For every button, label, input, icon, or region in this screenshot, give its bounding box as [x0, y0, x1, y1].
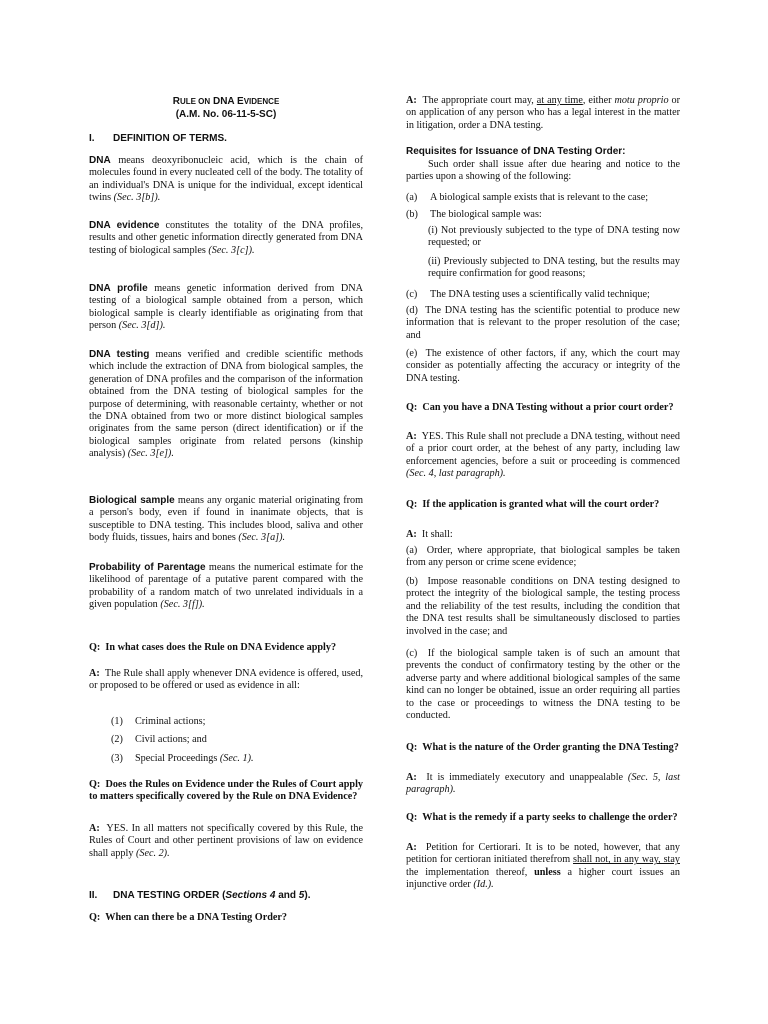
- question-nature-of-order: Q: What is the nature of the Order granting the DNA Testing?: [406, 742, 679, 753]
- section-2-heading: II. DNA TESTING ORDER (Sections 4 and 5).: [89, 890, 311, 901]
- question-testing-without-order: Q: Can you have a DNA Testing without a prior court order?: [406, 402, 674, 413]
- requisite-subitem: (ii) Previously subjected to DNA testing, but the results may require confirmation for good reasons;: [428, 256, 680, 280]
- title-line-1: RULE ON DNA EVIDENCE: [172, 96, 280, 107]
- answer-testing-without-order: A: YES. This Rule shall not preclude a DNA testing, without need of a prior court order, at the behest of any party, including law enforcement agencies, before a suit or proceeding is commenced (Sec. 4, last paragraph).: [406, 431, 680, 480]
- requisite-item: (e) The existence of other factors, if any, which the court may consider as potentially affecting the accuracy or integrity of the DNA testing.: [406, 348, 680, 384]
- question-remedy-challenge: Q: What is the remedy if a party seeks to challenge the order?: [406, 812, 678, 823]
- answer-rules-of-evidence: A: YES. In all matters not specifically covered by this Rule, the Rules of Court and other pertinent provisions of law on evidence shall apply (Sec. 2).: [89, 823, 363, 859]
- question-rules-of-evidence: Q: Does the Rules on Evidence under the Rules of Court apply to matters specifically covered by the Rule on DNA Evidence?: [89, 779, 364, 803]
- question-application-granted: Q: If the application is granted what will the court order?: [406, 499, 660, 510]
- court-order-item: (b) Impose reasonable conditions on DNA testing designed to protect the integrity of the biological sample, the testing process and the reliability of the test results, including the condition that the DNA test results shall be simultaneously disclosed to parties involved in the case; and: [406, 576, 681, 637]
- requisites-intro: Such order shall issue after due hearing and notice to the parties upon a showing of the following:: [406, 159, 680, 183]
- case-list-item: (2) Civil actions; and: [111, 734, 207, 746]
- definition-dna-evidence: DNA evidence constitutes the totality of the DNA profiles, results and other genetic information directly generated from DNA testing of biological samples (Sec. 3[c]).: [89, 220, 363, 256]
- court-order-item: (a) Order, where appropriate, that biological samples be taken from any person or crime scene evidence;: [406, 545, 680, 569]
- requisite-item: (d) The DNA testing has the scientific potential to produce new information that is relevant to the proper resolution of the case; and: [406, 305, 680, 341]
- requisite-item: (b) The biological sample was:: [406, 209, 542, 220]
- question-rule-applies: Q: In what cases does the Rule on DNA Evidence apply?: [89, 642, 337, 653]
- case-list: [89, 716, 363, 765]
- definition-dna-profile: DNA profile means genetic information derived from DNA testing of a biological sample obtained from a person, which biological sample is clearly identifiable as originating from that person (Sec. 3[d]).: [89, 283, 363, 332]
- definition-dna-testing: DNA testing means verified and credible scientific methods which include the extraction of DNA from biological samples, the generation of DNA profiles and the comparison of the information obtained from the DNA testing of biological samples for the purpose of determining, with reasonable certainty, whether or not the DNA obtained from two or more distinct biological samples originates from the same person (direct identification) or if the biological samples originate from related persons (kinship analysis) (Sec. 3[e]).: [89, 349, 364, 460]
- definition-dna: DNA means deoxyribonucleic acid, which is the chain of molecules found in every nucleated cell of the body. The totality of an individual's DNA is unique for the individual, except identical twins (Sec. 3[b]).: [89, 155, 363, 204]
- definition-biological-sample: Biological sample means any organic material originating from a person's body, even if found in inanimate objects, that is susceptible to DNA testing. This includes blood, saliva and other body fluids, tissues, hairs and bones (Sec. 3[a]).: [89, 495, 363, 544]
- answer-remedy-challenge: A: Petition for Certiorari. It is to be noted, however, that any petition for certioran initiated therefrom shall not, in any way, stay the implementation thereof, unless a higher court issues an injunctive order (Id.).: [406, 842, 681, 891]
- question-testing-order: Q: When can there be a DNA Testing Order?: [89, 912, 288, 923]
- title-line-2: (A.M. No. 06-11-5-SC): [175, 109, 277, 120]
- case-list-item: (3) Special Proceedings (Sec. 1).: [111, 752, 254, 764]
- court-order-item: (c) If the biological sample taken is of such an amount that prevents the conduct of confirmatory testing by the other or the adverse party and where additional biological samples of the same kind can no longer be obtained, issue an order requiring all parties to the case or proceedings to witness the DNA testing to be conducted.: [406, 648, 681, 722]
- answer-testing-order: A: The appropriate court may, at any time, either motu proprio or on application of any person who has a legal interest in the matter in litigation, order a DNA testing.: [406, 95, 680, 131]
- definition-probability-of-parentage: Probability of Parentage means the numerical estimate for the likelihood of parentage of a putative parent compared with the probability of a random match of two unrelated individuals in a given population (Sec. 3[f]).: [89, 562, 363, 611]
- answer-application-granted: A: It shall:: [406, 529, 453, 540]
- requisite-subitem: (i) Not previously subjected to the type of DNA testing now requested; or: [428, 225, 680, 249]
- requisites-heading: Requisites for Issuance of DNA Testing Order:: [406, 146, 626, 157]
- answer-nature-of-order: A: It is immediately executory and unappealable (Sec. 5, last paragraph).: [406, 772, 681, 796]
- section-1-heading: I. DEFINITION OF TERMS.: [89, 133, 227, 144]
- requisite-item: (a) A biological sample exists that is relevant to the case;: [406, 192, 649, 203]
- case-list-item: (1) Criminal actions;: [111, 716, 206, 727]
- answer-rule-applies: A: The Rule shall apply whenever DNA evidence is offered, used, or proposed to be offered or used as evidence in all:: [89, 668, 363, 692]
- requisite-item: (c) The DNA testing uses a scientifically valid technique;: [406, 289, 650, 300]
- document-title: [89, 95, 363, 121]
